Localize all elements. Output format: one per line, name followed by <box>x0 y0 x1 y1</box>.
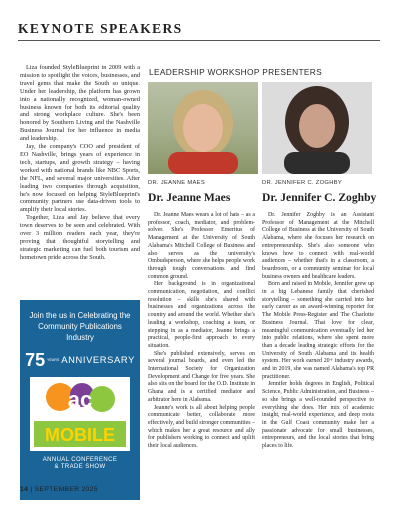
conference-line-2: & TRADE SHOW <box>54 464 106 470</box>
anniversary-badge <box>20 351 140 369</box>
intro-paragraph: Liza founded StyleBlueprint in 2009 with a mission to spotlight the voices, businesses, and travel gems that make the South so unique. Under her leadership, the platform has grown into a nationally recognized, woman-owned business known for both its editorial quality and strong workplace culture. She's been honored by Southern Living and the Nashville Business Journal for her influence in media and leadership. <box>20 64 140 143</box>
intro-column <box>20 64 140 262</box>
anniversary-word: ANNIVERSARY <box>61 354 135 365</box>
anniversary-years-label: YEARS <box>47 357 60 362</box>
page-number: 14 <box>20 486 29 493</box>
conference-promo[interactable] <box>20 300 140 500</box>
bio-paragraph: Jennifer holds degrees in English, Political Science, Public Administration, and Business – so she brings a well-rounded perspective to everything she does. Her mix of academic insight, real-world experience, and deep roots in the Gulf Coast community make her a passionate advocate for small businesses, entrepreneurs, and the local stories that bring places to life. <box>262 381 374 450</box>
footer-date: SEPTEMBER 2025 <box>34 486 98 493</box>
presenter-name-zoghby: Dr. Jennifer C. Zoghby <box>262 191 377 204</box>
bio-paragraph: Jeanne's work is all about helping people communicate better, collaborate more effectively, and build stronger communities – which makes her a great resource and ally for publishers working to connect and uplift their local audiences. <box>148 404 255 450</box>
bio-paragraph: Dr. Jeanne Maes wears a lot of hats – as a professor, coach, mediator, and problem-solver. She's Professor Emeritus of Management at the University of South Alabama's Mitchell College of Business and also serves as the university's Ombudsperson, where she helps people work through tough conversations and find common ground. <box>148 212 255 280</box>
page-header <box>18 22 380 41</box>
bio-paragraph: Dr. Jennifer Zoghby is an Assistant Professor of Management at the Mitchell College of Business at the University of South Alabama, where she focuses her research on entrepreneurship. She's also someone who knows how to connect with real-world audiences – whether that's in a classroom, a boardroom, or a community seminar for local business owners and healthcare leaders. <box>262 212 374 280</box>
section-heading: LEADERSHIP WORKSHOP PRESENTERS <box>149 67 322 77</box>
footer-separator: | <box>30 486 33 493</box>
intro-paragraph: Together, Liza and Jay believe that every town deserves to be seen and celebrated. With over 3 million readers each year, they're proving that thoughtful storytelling and strategic marketing can fuel both tourism and hometown pride across the South. <box>20 214 140 261</box>
svg-text:ac: ac <box>67 387 93 412</box>
header-rule <box>18 40 380 41</box>
bio-paragraph: Her background is in organizational communication, negotiation, and conflict resolution – skills she's shared with businesses and organizations across the country and around the world. Whether she's leading a workshop, coaching a team, or stepping in as a mediator, Jeanne brings a practical, people-first approach to every situation. <box>148 281 255 349</box>
conference-caption <box>20 457 140 471</box>
anniversary-number: 75 <box>25 350 46 370</box>
presenter-role-maes: DR. JEANNE MAES <box>148 180 206 186</box>
presenter-name-maes: Dr. Jeanne Maes <box>148 191 231 204</box>
svg-text:MOBILE: MOBILE <box>45 425 115 445</box>
zoghby-bio-column <box>262 212 374 451</box>
page-footer <box>20 486 98 493</box>
presenter-role-zoghby: DR. JENNIFER C. ZOGHBY <box>262 180 343 186</box>
bio-paragraph: Born and raised in Mobile, Jennifer grew up in a big Lebanese family that cherished storytelling – something she carried into her early career as an award-winning reporter for The Mobile Press-Register and The Charlotte Business Journal. That love for clear, meaningful communication eventually led her into public relations, where she spent more than a decade leading strategic efforts for the University of South Alabama and its health system. Her work earned 20+ industry awards, and in 2019, she was named Alabama's top PR practitioner. <box>262 281 374 380</box>
intro-paragraph: Jay, the company's COO and president of EO Nashville, brings years of experience in tech, startups, and growth strategy – having worked with national brands like NBC Sports, the NFL, and several major universities. After leading two companies through acquisition, he's now focused on helping StyleBlueprint's community partners use data-driven tools to amplify their local stories. <box>20 143 140 214</box>
page-title: KEYNOTE SPEAKERS <box>18 21 183 36</box>
acpa-logo-graphic <box>30 377 130 451</box>
jeanne-maes-photo <box>148 82 258 174</box>
bio-paragraph: She's published extensively, serves on several journal boards, and even led the International Society for Organization Development and Change for five years. She also sits on the board for the O.D. Institute in Ghana and is a certified mediator and arbitrator here in Alabama. <box>148 350 255 403</box>
jennifer-zoghby-photo <box>262 82 372 174</box>
maes-bio-column <box>148 212 255 451</box>
promo-join-text: Join the us in Celebrating the Community Publications Industry <box>29 311 131 342</box>
conference-line-1: ANNUAL CONFERENCE <box>42 457 118 463</box>
acpa-mobile-logo <box>30 377 130 451</box>
